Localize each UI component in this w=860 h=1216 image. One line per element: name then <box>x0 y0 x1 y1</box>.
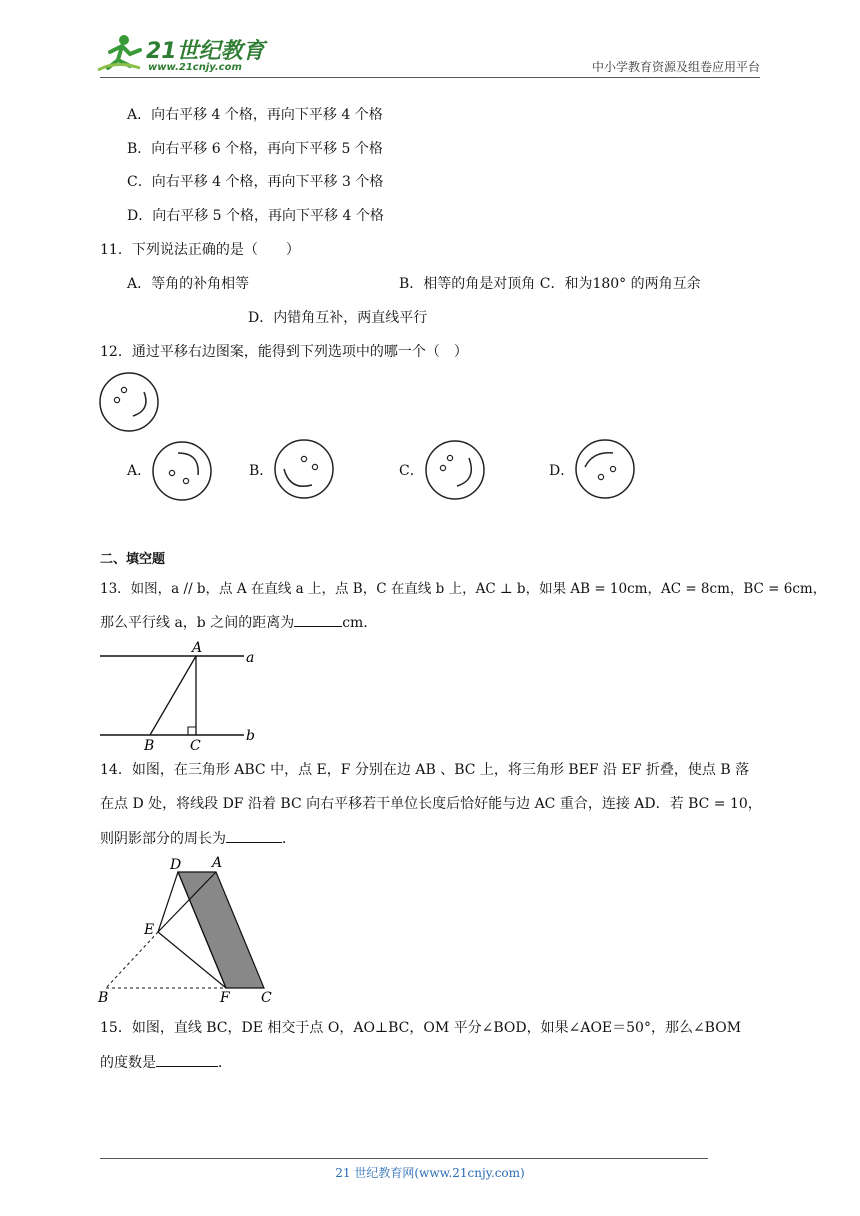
q14-line3-text: 则阴影部分的周长为 <box>100 831 226 847</box>
q14-label-B: B <box>98 990 109 1006</box>
q15-line2-text: 的度数是 <box>100 1055 156 1071</box>
q10-option-c: C．向右平移 4 个格，再向下平移 3 个格 <box>127 174 384 190</box>
q13-line2-text: 那么平行线 a，b 之间的距离为 <box>100 615 295 631</box>
header-logo <box>96 30 266 76</box>
q15-line2 <box>100 1052 232 1073</box>
q13-line1: 13．如图，a // b，点 A 在直线 a 上，点 B，C 在直线 b 上，AC ⊥ b，如果 AB = 10cm，AC = 8cm，BC = 6cm， <box>100 581 827 597</box>
q10-option-b: B．向右平移 6 个格，再向下平移 5 个格 <box>127 141 383 157</box>
header-divider <box>100 77 760 78</box>
q10-option-d: D．向右平移 5 个格，再向下平移 4 个格 <box>127 208 384 224</box>
footer-link[interactable]: 21 世纪教育网(www.21cnjy.com) <box>335 1166 525 1180</box>
q12-label-b: B． <box>249 463 274 479</box>
q14-figure <box>94 852 284 1006</box>
logo-url: www.21cnjy.com <box>148 62 242 73</box>
q11-option-d: D．内错角互补，两直线平行 <box>248 310 428 326</box>
q12-label-a: A． <box>127 463 152 479</box>
q12-option-a-face[interactable] <box>150 439 214 503</box>
footer-divider <box>100 1158 708 1159</box>
q15-line2-end: ． <box>218 1055 232 1071</box>
q10-option-a: A．向右平移 4 个格，再向下平移 4 个格 <box>127 107 383 123</box>
q12-option-d-face[interactable] <box>573 437 637 501</box>
q14-line3-end: ． <box>282 831 296 847</box>
q15-answer-blank[interactable] <box>156 1052 218 1067</box>
q13-label-A: A <box>192 640 203 656</box>
q14-label-A: A <box>212 855 223 871</box>
q12-stem: 12．通过平移右边图案，能得到下列选项中的哪一个（ ） <box>100 344 468 360</box>
q15-line1: 15．如图，直线 BC，DE 相交于点 O，AO⊥BC，OM 平分∠BOD，如果∠AOE＝50°，那么∠BOM <box>100 1020 742 1036</box>
q14-line1: 14．如图，在三角形 ABC 中，点 E，F 分别在边 AB 、BC 上，将三角形 BEF 沿 EF 折叠，使点 B 落 <box>100 762 750 778</box>
q14-label-C: C <box>261 990 272 1006</box>
logo-text: 21世纪教育 <box>146 39 265 64</box>
q13-label-C: C <box>190 738 201 754</box>
q13-label-B: B <box>144 738 155 754</box>
q14-label-E: E <box>144 922 155 938</box>
q12-reference-face <box>97 370 161 434</box>
q14-line2: 在点 D 处，将线段 DF 沿着 BC 向右平移若干单位长度后恰好能与边 AC 重合，连接 AD．若 BC = 10， <box>100 796 762 812</box>
q13-line2 <box>100 612 377 633</box>
section-title: 二、填空题 <box>100 552 166 567</box>
q13-figure <box>96 638 266 754</box>
q11-stem: 11．下列说法正确的是（ ） <box>100 242 300 258</box>
header-platform-text: 中小学教育资源及组卷应用平台 <box>591 60 760 74</box>
q14-label-F: F <box>220 990 230 1006</box>
q12-option-c-face[interactable] <box>423 438 487 502</box>
q14-answer-blank[interactable] <box>226 828 282 843</box>
q13-line2-unit: cm． <box>342 615 378 631</box>
q14-label-D: D <box>170 857 182 873</box>
q12-option-b-face[interactable] <box>272 437 336 501</box>
q11-option-bc: B．相等的角是对顶角 C．和为180° 的两角互余 <box>399 276 701 292</box>
q11-option-a: A．等角的补角相等 <box>127 276 250 292</box>
q14-line3 <box>100 828 296 849</box>
q13-answer-blank[interactable] <box>294 612 342 627</box>
q13-label-a: a <box>246 650 255 666</box>
q13-label-b: b <box>246 728 255 744</box>
q12-label-d: D． <box>549 463 575 479</box>
q12-label-c: C． <box>399 463 424 479</box>
